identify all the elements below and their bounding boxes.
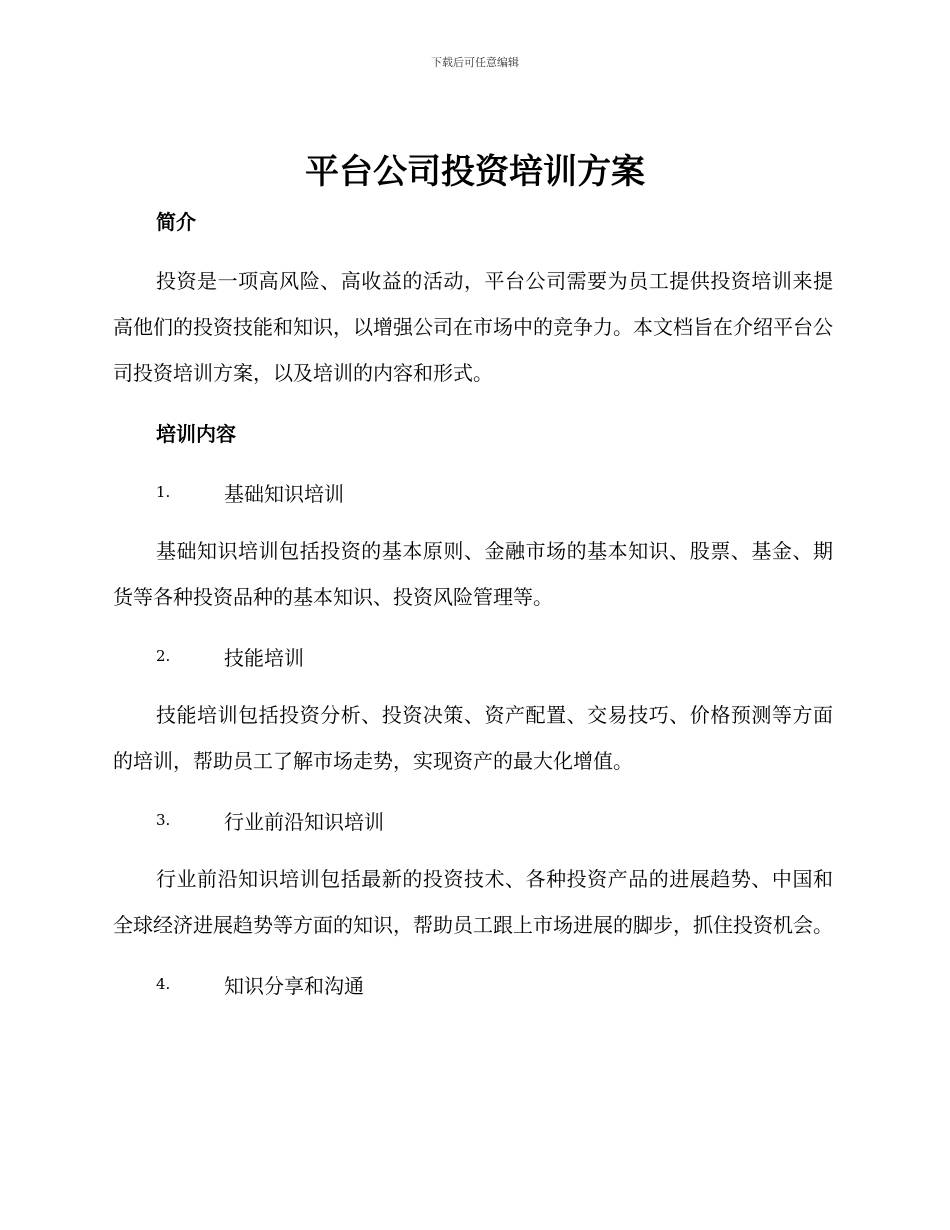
list-label: 知识分享和沟通 (224, 973, 364, 998)
list-number: 4. (156, 975, 171, 993)
list-item-2 (113, 634, 833, 678)
intro-paragraph: 投资是一项高风险、高收益的活动，平台公司需要为员工提供投资培训来提高他们的投资技能和知识，以增强公司在市场中的竞争力。本文档旨在介绍平台公司投资培训方案，以及培训的内容和形式。 (113, 269, 833, 385)
document-body (113, 200, 833, 1006)
item-2-description: 技能培训包括投资分析、投资决策、资产配置、交易技巧、价格预测等方面的培训，帮助员工了解市场走势，实现资产的最大化增值。 (113, 703, 833, 773)
document-title: 平台公司投资培训方案 (305, 152, 645, 192)
list-item-1 (113, 470, 833, 514)
section-heading-intro: 简介 (156, 210, 196, 234)
item-1-description: 基础知识培训包括投资的基本原则、金融市场的基本知识、股票、基金、期货等各种投资品种的基本知识、投资风险管理等。 (113, 539, 833, 609)
list-number: 1. (156, 483, 171, 501)
header-note: 下载后可任意编辑 (431, 56, 519, 69)
item-3-description: 行业前沿知识培训包括最新的投资技术、各种投资产品的进展趋势、中国和全球经济进展趋势等方面的知识，帮助员工跟上市场进展的脚步，抓住投资机会。 (113, 867, 833, 937)
list-item-3 (113, 798, 833, 842)
list-item-4 (113, 962, 833, 1006)
list-label: 基础知识培训 (224, 481, 344, 506)
list-label: 技能培训 (224, 645, 304, 670)
list-label: 行业前沿知识培训 (224, 809, 384, 834)
list-number: 2. (156, 647, 171, 665)
list-number: 3. (156, 811, 171, 829)
section-heading-training: 培训内容 (156, 422, 236, 446)
